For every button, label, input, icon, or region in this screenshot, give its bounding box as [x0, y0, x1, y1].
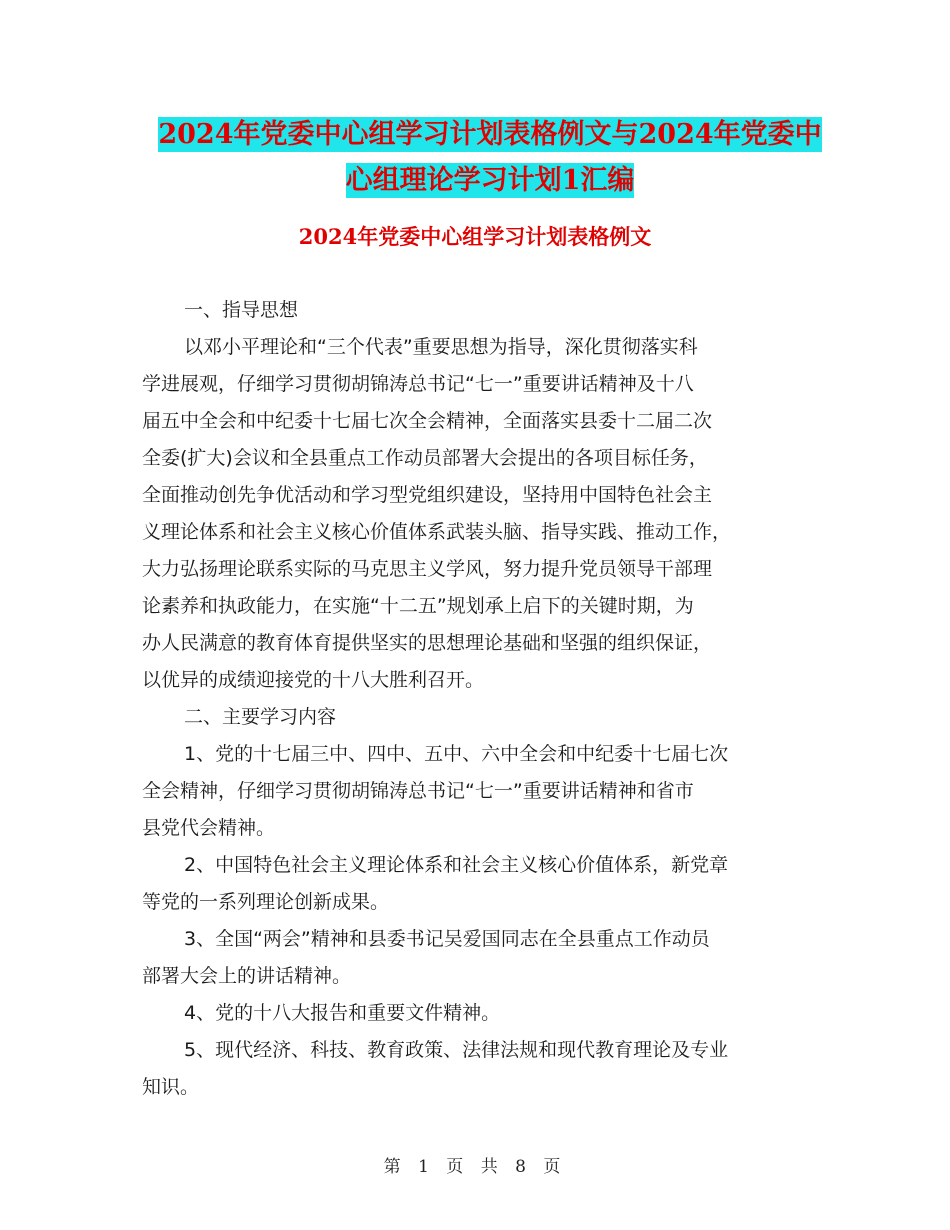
paragraph-line: 论素养和执政能力，在实施“十二五”规划承上启下的关键时期，为: [142, 595, 694, 617]
list-item-line: 2、中国特色社会主义理论体系和社会主义核心价值体系，新党章: [184, 854, 729, 876]
list-item-line: 4、党的十八大报告和重要文件精神。: [184, 1002, 501, 1024]
list-item-line: 全会精神，仔细学习贯彻胡锦涛总书记“七一”重要讲话精神和省市: [142, 780, 694, 802]
list-item-line: 5、现代经济、科技、教育政策、法律法规和现代教育理论及专业: [184, 1039, 729, 1061]
list-item-line: 县党代会精神。: [142, 817, 276, 839]
paragraph-line: 以邓小平理论和“三个代表”重要思想为指导，深化贯彻落实科: [184, 336, 698, 358]
document-title: [140, 112, 840, 204]
document-title-line-1: 2024年党委中心组学习计划表格例文与2024年党委中: [158, 119, 822, 150]
paragraph-line: 全面推动创先争优活动和学习型党组织建设，坚持用中国特色社会主: [142, 484, 713, 506]
document-body: [142, 292, 812, 1106]
heading-guiding-thought: 一、指导思想: [184, 299, 299, 321]
paragraph-line: 学进展观，仔细学习贯彻胡锦涛总书记“七一”重要讲话精神及十八: [142, 373, 694, 395]
list-item-line: 知识。: [142, 1076, 200, 1098]
paragraph-line: 大力弘扬理论联系实际的马克思主义学风，努力提升党员领导干部理: [142, 558, 713, 580]
list-item-line: 1、党的十七届三中、四中、五中、六中全会和中纪委十七届七次: [184, 743, 729, 765]
paragraph-line: 办人民满意的教育体育提供坚实的思想理论基础和坚强的组织保证，: [142, 632, 713, 654]
paragraph-line: 届五中全会和中纪委十七届七次全会精神，全面落实县委十二届二次: [142, 410, 713, 432]
page-footer: 第 1 页 共 8 页: [383, 1157, 567, 1177]
heading-main-content: 二、主要学习内容: [184, 706, 337, 728]
paragraph-line: 义理论体系和社会主义核心价值体系武装头脑、指导实践、推动工作，: [142, 521, 732, 543]
list-item-line: 等党的一系列理论创新成果。: [142, 891, 390, 913]
paragraph-line: 以优异的成绩迎接党的十八大胜利召开。: [142, 669, 485, 691]
list-item-line: 3、全国“两会”精神和县委书记吴爱国同志在全县重点工作动员: [184, 928, 710, 950]
section-title: 2024年党委中心组学习计划表格例文: [298, 224, 652, 249]
list-item-line: 部署大会上的讲话精神。: [142, 965, 352, 987]
document-title-line-2: 心组理论学习计划1汇编: [345, 165, 635, 196]
paragraph-line: 全委(扩大)会议和全县重点工作动员部署大会提出的各项目标任务，: [142, 447, 708, 469]
